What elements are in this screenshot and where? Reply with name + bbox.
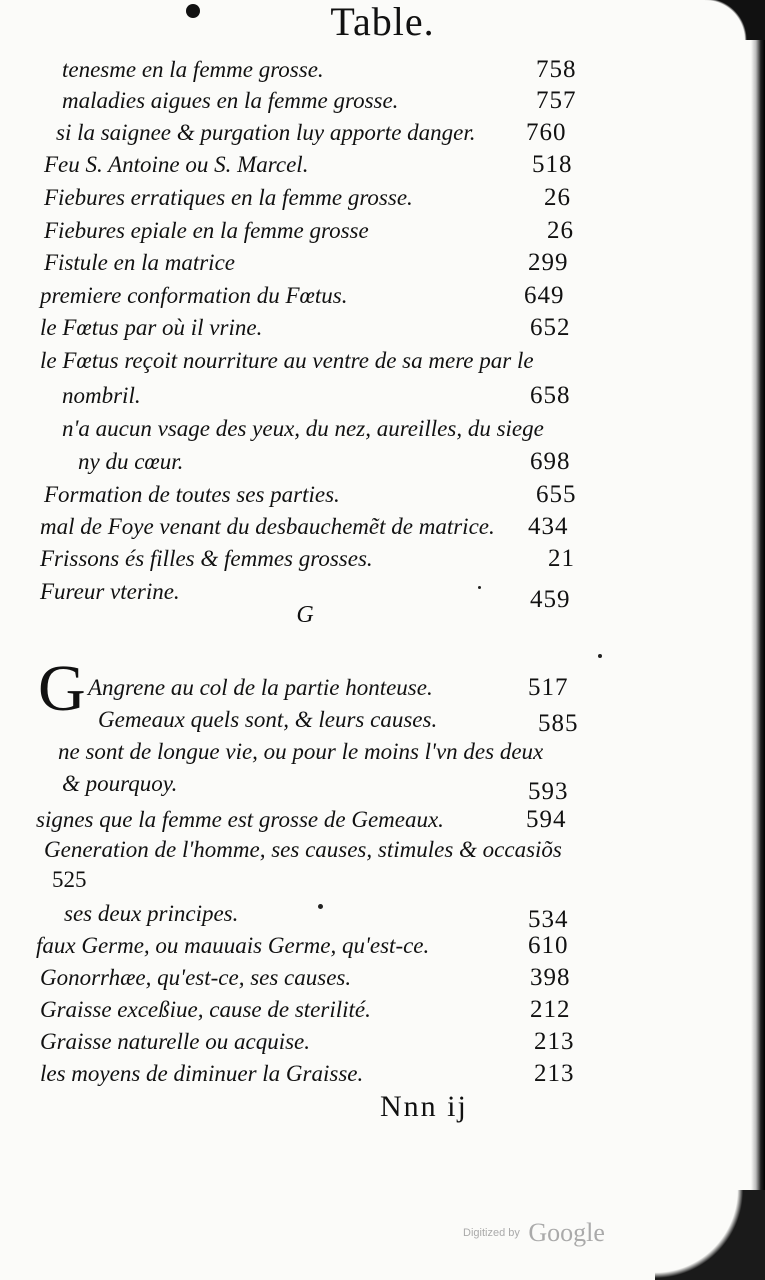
entry-text: tenesme en la femme grosse. [62,57,324,82]
entry-page: 698 [530,448,571,475]
entry-text: Fiebures erratiques en la femme grosse. [44,185,413,210]
entry-text: Fistule en la matrice [44,250,235,275]
page-corner-bottom [655,1190,765,1280]
entry-text: les moyens de diminuer la Graisse. [40,1061,364,1086]
page-title: Table. [330,0,435,44]
index-entry [44,149,584,181]
entry-page: 26 [544,184,571,211]
index-entry [62,768,588,805]
index-entry [62,85,582,117]
entry-text: Graisse exceßiue, cause de sterilité. [40,997,371,1022]
entry-page: 213 [534,1028,575,1055]
index-entry [44,215,584,247]
entry-text: mal de Foye venant du desbauchemẽt de matrice. [40,514,495,539]
index-entry [56,117,586,149]
entry-page: 658 [530,382,571,409]
entry-page: 534 [528,906,569,933]
index-entry [44,479,584,511]
signature-mark: Nnn ij [380,1090,468,1123]
watermark-brand: Google [528,1218,605,1247]
entry-text: maladies aigues en la femme grosse. [62,88,399,113]
entry-page: 398 [530,964,571,991]
entry-text: Gemeaux quels sont, & leurs causes. [98,707,438,732]
entry-text: Fureur vterine. [40,579,180,604]
entry-text: Feu S. Antoine ou S. Marcel. [44,152,309,177]
entry-page: 213 [534,1060,575,1087]
index-entry [36,804,588,836]
entry-page: 26 [547,217,574,244]
index-entry [44,182,584,214]
entry-text: Frissons és filles & femmes grosses. [40,546,373,571]
entry-text: nombril. [62,383,141,408]
index-entry [40,280,585,312]
entry-text: signes que la femme est grosse de Gemeaux. [36,807,444,832]
entry-page: 517 [528,674,569,701]
entry-page: 757 [536,87,577,114]
drop-cap-letter: G [38,652,86,725]
index-entry [58,736,598,768]
index-entry [62,380,584,412]
entry-page: 760 [526,119,567,146]
page-edge-shadow [751,0,765,1280]
entry-page: 652 [530,314,571,341]
entry-page: 585 [538,710,579,737]
entry-text: Gonorrhæe, qu'est-ce, ses causes. [40,965,352,990]
digitization-watermark [463,1218,605,1248]
entry-text: Angrene au col de la partie honteuse. [88,675,433,700]
index-entry [44,247,584,279]
index-entry [78,446,584,478]
index-entry [40,962,588,994]
scan-speck [478,586,481,589]
entry-text: Fiebures epiale en la femme grosse [44,218,369,243]
index-entry [40,1058,588,1090]
entry-page: 21 [548,545,575,572]
entry-text: & pourquoy. [62,771,178,796]
entry-page: 212 [530,996,571,1023]
entry-text: ne sont de longue vie, ou pour le moins l'vn des deux [58,739,544,764]
entry-page: 594 [526,806,567,833]
entry-text: premiere conformation du Fœtus. [40,283,348,308]
index-entry [36,930,588,962]
entry-text: Formation de toutes ses parties. [44,482,340,507]
entry-page: 593 [528,778,569,805]
index-entry [40,312,585,344]
entry-text: n'a aucun vsage des yeux, du nez, aureilles, du siege [62,416,544,441]
entry-page: 649 [524,282,565,309]
entry-page: 758 [536,56,577,83]
index-entry-continuation [52,864,132,896]
entry-text: Graisse naturelle ou acquise. [40,1029,311,1054]
watermark-prefix: Digitized by [463,1227,520,1239]
index-entry [98,704,588,736]
entry-text: le Fœtus reçoit nourriture au ventre de sa mere par le [40,348,534,373]
index-entry [40,345,600,377]
index-entry [40,994,588,1026]
index-entry [40,1026,588,1058]
entry-page: 518 [532,151,573,178]
scan-speck [598,654,602,658]
index-entry [62,54,582,86]
index-entry [64,898,588,933]
entry-page: 434 [528,513,569,540]
index-entry [40,543,585,575]
entry-text: ses deux principes. [64,901,239,926]
entry-text: faux Germe, ou mauuais Germe, qu'est-ce. [36,933,430,958]
index-entry [44,834,604,866]
entry-text: si la saignee & purgation luy apporte danger. [56,120,476,145]
entry-page: 610 [528,932,569,959]
scan-speck [318,904,323,909]
entry-page: 525 [52,867,87,892]
entry-text: Generation de l'homme, ses causes, stimules & occasiõs [44,837,562,862]
section-heading: G [296,602,314,628]
entry-page: 459 [530,586,571,613]
index-entry [62,413,602,445]
index-entry [40,511,585,543]
entry-text: ny du cœur. [78,449,184,474]
entry-text: le Fœtus par où il vrine. [40,315,263,340]
entry-page: 655 [536,481,577,508]
entry-page: 299 [528,249,569,276]
index-entry [88,672,588,704]
